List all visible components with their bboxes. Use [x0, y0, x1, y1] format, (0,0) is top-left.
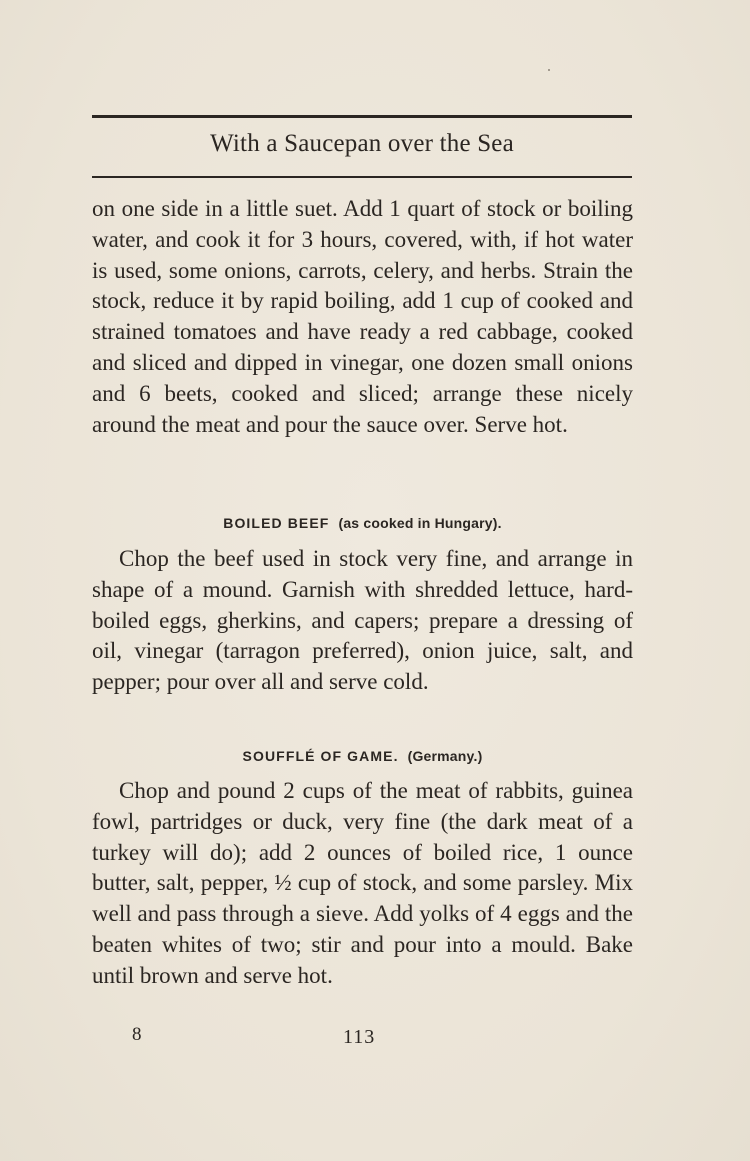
- header-rule-top: [92, 115, 632, 118]
- heading-title: BOILED BEEF: [223, 515, 330, 531]
- paragraph-continuation: on one side in a little suet. Add 1 quart of stock or boiling water, and cook it for 3 hours, covered, with, if hot water is used, some onions, carrots, celery, and herbs. Strain the stock, reduce it by rapid boiling, add 1 cup of cooked and strained tomatoes and have ready a red cabbage, cooked and sliced and dipped in vinegar, one dozen small onions and 6 beets, cooked and sliced; arrange these nicely around the meat and pour the sauce over. Serve hot.: [92, 196, 633, 437]
- paper-speck: [548, 69, 550, 71]
- recipe-continuation: [92, 194, 633, 440]
- paragraph-boiled-beef: Chop the beef used in stock very fine, and arrange in shape of a mound. Garnish with shredded lettuce, hard-boiled eggs, gherkins, and capers; prepare a dressing of oil, vinegar (tarragon preferred), onion juice, salt, and pepper; pour over all and serve cold.: [92, 546, 633, 695]
- recipe-heading-souffle: [92, 748, 633, 764]
- signature-mark: 8: [132, 1024, 142, 1045]
- heading-note: (Germany.): [407, 748, 483, 764]
- recipe-souffle-of-game: [92, 776, 633, 992]
- recipe-boiled-beef: [92, 544, 633, 698]
- recipe-heading-boiled-beef: [92, 515, 633, 531]
- running-head: With a Saucepan over the Sea: [210, 130, 514, 157]
- heading-note: (as cooked in Hungary).: [338, 515, 502, 531]
- heading-title: SOUFFLÉ OF GAME.: [242, 748, 399, 764]
- header-rule-bottom: [92, 176, 632, 178]
- page-number: 113: [343, 1026, 376, 1048]
- paragraph-souffle: Chop and pound 2 cups of the meat of rabbits, guinea fowl, partridges or duck, very fine (the dark meat of a turkey will do); add 2 ounces of boiled rice, 1 ounce butter, salt, pepper, ½ cup of stock, and some parsley. Mix well and pass through a sieve. Add yolks of 4 eggs and the beaten whites of two; stir and pour into a mould. Bake until brown and serve hot.: [92, 778, 633, 988]
